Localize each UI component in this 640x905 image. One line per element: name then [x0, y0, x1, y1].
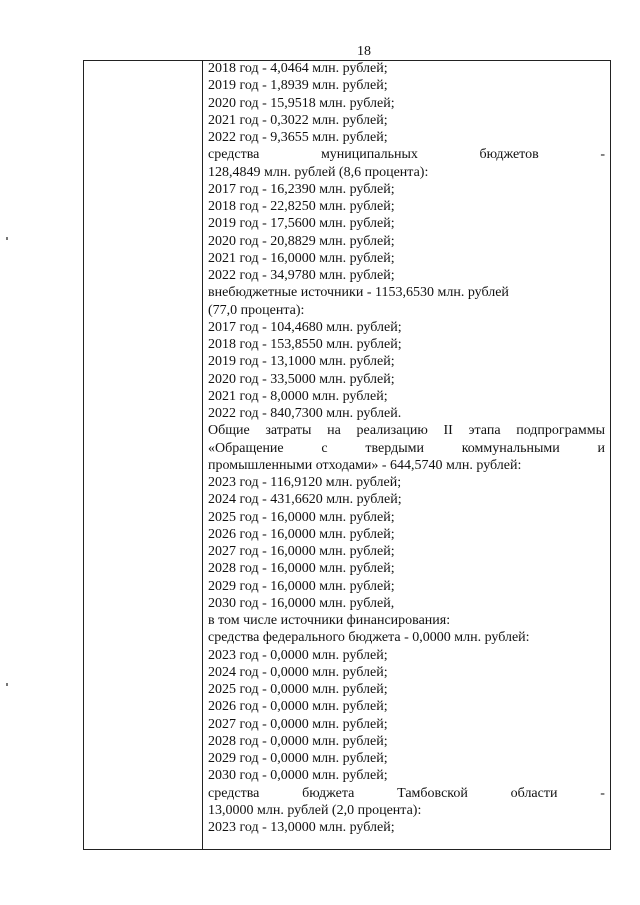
text-line: внебюджетные источники - 1153,6530 млн. рублей [208, 285, 509, 301]
word: II [443, 423, 453, 439]
text-line: средства федерального бюджета - 0,0000 млн. рублей: [208, 630, 530, 646]
text-line: 2022 год - 34,9780 млн. рублей; [208, 268, 395, 283]
text-line: 2027 год - 0,0000 млн. рублей; [208, 716, 388, 732]
word: - [600, 785, 605, 801]
word: бюджетов [479, 147, 539, 163]
text-line: 2019 год - 13,1000 млн. рублей; [208, 354, 395, 370]
text-line: 2018 год - 153,8550 млн. рублей; [208, 337, 402, 352]
text-line: 2027 год - 16,0000 млн. рублей; [208, 544, 395, 559]
word: и [597, 440, 605, 456]
column-divider [202, 60, 203, 850]
text-line: 2022 год - 9,3655 млн. рублей; [208, 130, 388, 145]
text-line: 2017 год - 16,2390 млн. рублей; [208, 181, 395, 197]
text-line: 2018 год - 22,8250 млн. рублей; [208, 199, 395, 214]
text-line [208, 146, 605, 163]
text-line: 2024 год - 0,0000 млн. рублей; [208, 664, 388, 680]
text-line: 2020 год - 20,8829 млн. рублей; [208, 233, 395, 249]
text-line: в том числе источники финансирования: [208, 613, 451, 628]
word: бюджета [302, 785, 355, 801]
text-line: 2024 год - 431,6620 млн. рублей; [208, 492, 402, 508]
word: Общие [208, 423, 250, 439]
text-line: 2029 год - 0,0000 млн. рублей; [208, 751, 388, 766]
word: - [600, 147, 605, 163]
text-line: 2023 год - 0,0000 млн. рублей; [208, 647, 388, 663]
text-line: 2017 год - 104,4680 млн. рублей; [208, 319, 402, 335]
text-line: 2026 год - 16,0000 млн. рублей; [208, 526, 395, 542]
text-line: промышленными отходами» - 644,5740 млн. рублей: [208, 457, 522, 473]
word: Тамбовской [397, 785, 468, 801]
page-number: 18 [357, 44, 371, 59]
word: муниципальных [320, 147, 418, 163]
word: средства [208, 147, 260, 163]
word: с [321, 440, 328, 456]
text-line: 2020 год - 33,5000 млн. рублей; [208, 371, 395, 387]
word: твердыми [365, 440, 424, 456]
text-line: 2022 год - 840,7300 млн. рублей. [208, 406, 402, 421]
right-cell-text [208, 60, 605, 836]
text-line: 2019 год - 17,5600 млн. рублей; [208, 216, 395, 232]
text-line: 128,4849 млн. рублей (8,6 процента): [208, 164, 429, 180]
word: затраты [265, 423, 312, 439]
text-line [208, 440, 605, 457]
word: области [510, 785, 558, 801]
text-line: 2029 год - 16,0000 млн. рублей; [208, 578, 395, 594]
text-line [208, 422, 605, 439]
text-line: 2030 год - 0,0000 млн. рублей; [208, 768, 388, 784]
text-line: 2021 год - 8,0000 млн. рублей; [208, 388, 388, 404]
text-line: 2028 год - 16,0000 млн. рублей; [208, 561, 395, 577]
text-line: 2019 год - 1,8939 млн. рублей; [208, 78, 388, 94]
text-line: 2028 год - 0,0000 млн. рублей; [208, 733, 388, 749]
left-cell [84, 61, 201, 849]
text-line: 2020 год - 15,9518 млн. рублей; [208, 95, 395, 111]
scan-mark [6, 683, 8, 686]
text-line: 2021 год - 0,3022 млн. рублей; [208, 112, 388, 128]
text-line: 13,0000 млн. рублей (2,0 процента): [208, 802, 422, 818]
word: подпрограммы [516, 423, 605, 439]
text-line: 2023 год - 116,9120 млн. рублей; [208, 475, 402, 490]
text-line: 2025 год - 0,0000 млн. рублей; [208, 682, 388, 697]
word: этапа [468, 423, 501, 439]
text-line [208, 785, 605, 802]
word: на [327, 423, 341, 439]
text-line: 2025 год - 16,0000 млн. рублей; [208, 509, 395, 525]
text-line: 2023 год - 13,0000 млн. рублей; [208, 820, 395, 835]
scan-mark [6, 237, 8, 240]
word: «Обращение [208, 440, 284, 456]
text-line: 2021 год - 16,0000 млн. рублей; [208, 250, 395, 266]
word: средства [208, 785, 260, 801]
word: реализацию [356, 423, 428, 439]
text-line: 2018 год - 4,0464 млн. рублей; [208, 61, 388, 76]
word: коммунальными [461, 440, 560, 456]
text-line: 2026 год - 0,0000 млн. рублей; [208, 699, 388, 715]
text-line: (77,0 процента): [208, 302, 305, 318]
text-line: 2030 год - 16,0000 млн. рублей, [208, 595, 395, 611]
